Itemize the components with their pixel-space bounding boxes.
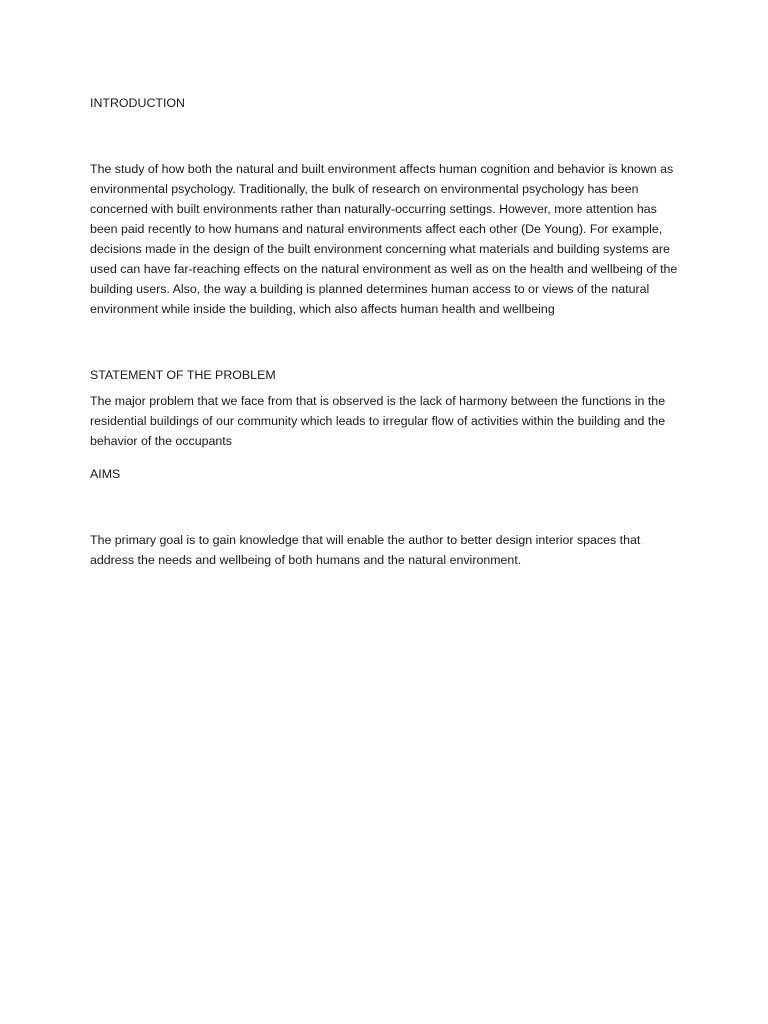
document-body [90, 93, 680, 570]
paragraph-introduction: The study of how both the natural and built environment affects human cognition and behavior is known as environmental psychology. Traditionally, the bulk of research on environmental psychology has been concerned with built environments rather than naturally-occurring settings. However, more attention has been paid recently to how humans and natural environments affect each other (De Young). For example, decisions made in the design of the built environment concerning what materials and building systems are used can have far-reaching effects on the natural environment as well as on the health and wellbeing of the building users. Also, the way a building is planned determines human access to or views of the natural environment while inside the building, which also affects human health and wellbeing [90, 162, 678, 316]
heading-aims: AIMS [90, 467, 121, 481]
heading-statement-of-problem: STATEMENT OF THE PROBLEM [90, 368, 276, 382]
heading-introduction: INTRODUCTION [90, 96, 185, 110]
paragraph-statement-of-problem: The major problem that we face from that is observed is the lack of harmony between the functions in the residential buildings of our community which leads to irregular flow of activities within the building and the behavior of the occupants [90, 394, 666, 448]
paragraph-aims: The primary goal is to gain knowledge that will enable the author to better design interior spaces that address the needs and wellbeing of both humans and the natural environment. [90, 533, 641, 567]
